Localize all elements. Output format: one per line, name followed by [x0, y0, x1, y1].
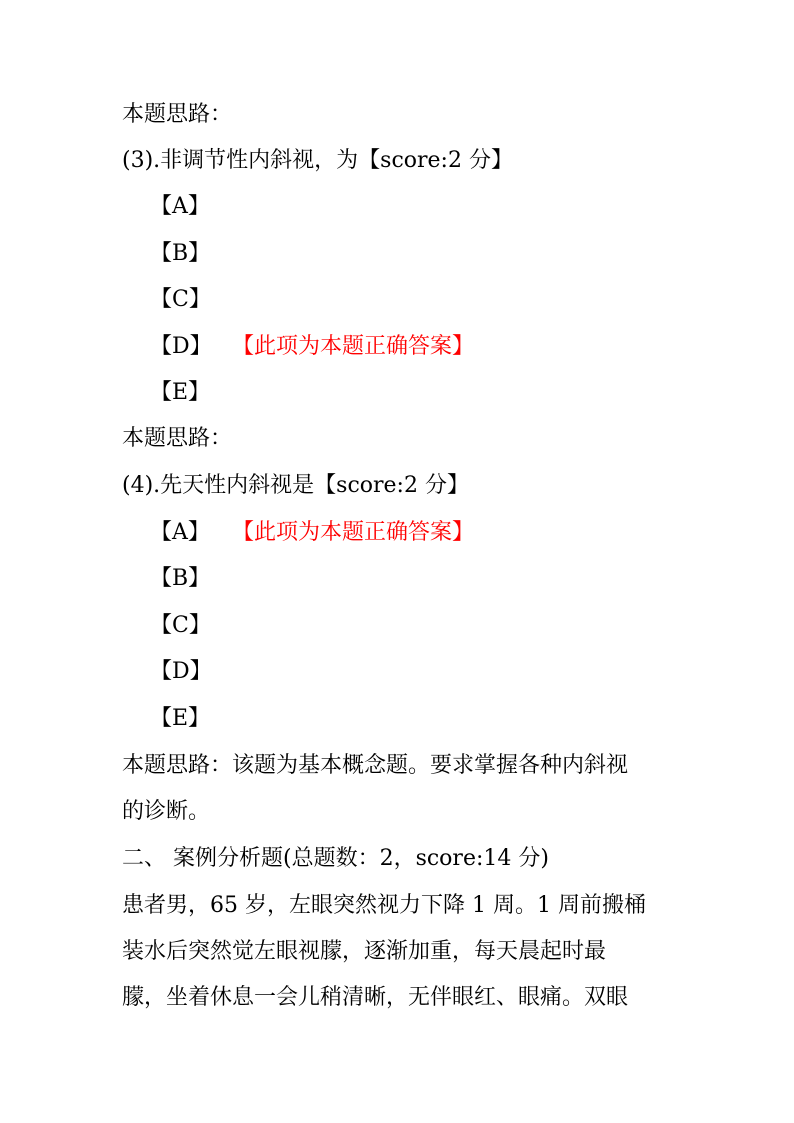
q3-option-a: 【A】 — [150, 194, 210, 219]
section2-heading: 二、 案例分析题(总题数：2，score:14 分) — [122, 846, 549, 871]
q3-option-d-row — [150, 332, 475, 362]
q3-option-e: 【E】 — [150, 380, 211, 405]
q4-option-c: 【C】 — [150, 613, 211, 638]
q4-option-a: 【A】 — [150, 520, 210, 545]
q2-thinking: 本题思路： — [122, 102, 233, 127]
case-text-line2: 装水后突然觉左眼视朦，逐渐加重，每天晨起时最 — [122, 939, 607, 964]
q3-option-d: 【D】 — [150, 334, 212, 359]
q4-option-b: 【B】 — [150, 566, 211, 591]
q4-option-e: 【E】 — [150, 706, 211, 731]
q4-option-a-row — [150, 518, 475, 548]
case-text-line3: 朦，坐着休息一会儿稍清晰，无伴眼红、眼痛。双眼 — [122, 985, 629, 1010]
q3-correct-answer-mark: 【此项为本题正确答案】 — [232, 334, 475, 359]
q3-thinking: 本题思路： — [122, 426, 233, 451]
q3-option-b: 【B】 — [150, 241, 211, 266]
q4-option-d: 【D】 — [150, 659, 212, 684]
q4-thinking-line2: 的诊断。 — [122, 799, 211, 824]
q3-option-c: 【C】 — [150, 287, 211, 312]
q4-correct-answer-mark: 【此项为本题正确答案】 — [232, 520, 475, 545]
case-text-line1: 患者男，65 岁，左眼突然视力下降 1 周。1 周前搬桶 — [122, 893, 646, 918]
q3-stem: (3).非调节性内斜视，为【score:2 分】 — [122, 148, 513, 173]
q4-stem: (4).先天性内斜视是【score:2 分】 — [122, 473, 469, 498]
q4-thinking-line1: 本题思路：该题为基本概念题。要求掌握各种内斜视 — [122, 753, 629, 778]
